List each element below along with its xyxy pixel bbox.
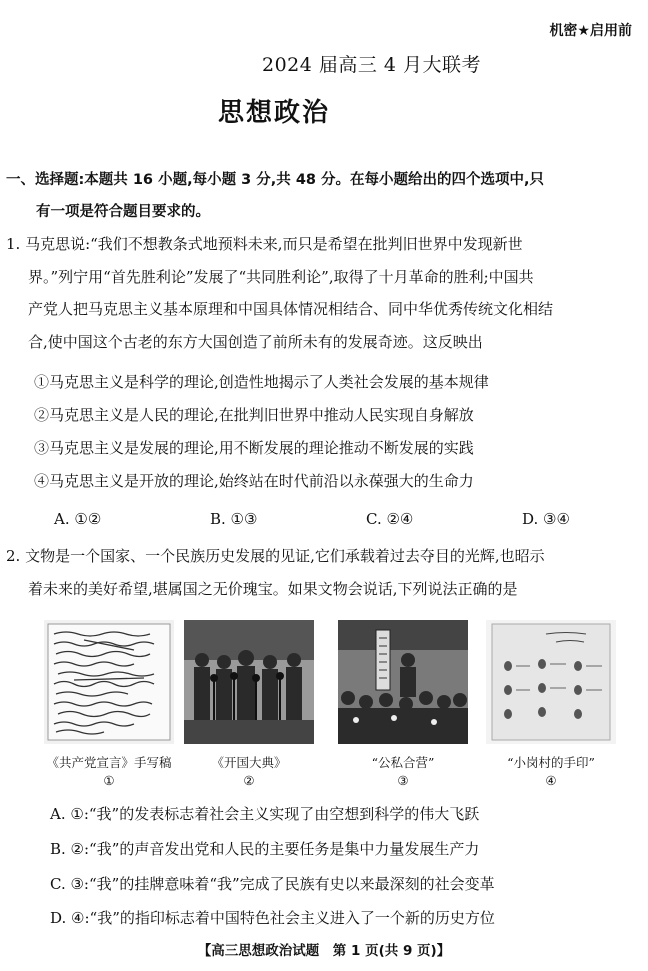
q1-item-2: ②马克思主义是人民的理论,在批判旧世界中推动人民实现自身解放	[34, 406, 474, 424]
q1-line-4: 合,使中国这个古老的东方大国创造了前所未有的发展奇迹。这反映出	[28, 332, 483, 351]
image-2-caption-text: 《开国大典》	[211, 755, 287, 770]
image-4-number: ④	[545, 773, 557, 788]
q1-options	[54, 510, 614, 528]
image-1-caption	[29, 754, 189, 790]
q2-option-b[interactable]: B. ②:“我”的声音发出党和人民的主要任务是集中力量发展生产力	[50, 840, 480, 858]
image-2-number: ②	[243, 773, 255, 788]
q1-line-2: 界。”列宁用“首先胜利论”发展了“共同胜利论”,取得了十月革命的胜利;中国共	[28, 267, 534, 286]
subject-title: 思想政治	[218, 98, 331, 128]
image-2-caption	[169, 754, 329, 790]
image-1-caption-text: 《共产党宣言》手写稿	[46, 755, 172, 770]
question-1-stem	[6, 228, 640, 358]
q2-option-a[interactable]: A. ①:“我”的发表标志着社会主义实现了由空想到科学的伟大飞跃	[50, 805, 480, 823]
q2-option-d[interactable]: D. ④:“我”的指印标志着中国特色社会主义进入了一个新的历史方位	[50, 909, 495, 927]
q1-line-3: 产党人把马克思主义基本原理和中国具体情况相结合、同中华优秀传统文化相结	[28, 300, 554, 318]
confidential-label: 机密★启用前	[549, 23, 632, 39]
image-3-caption	[323, 754, 483, 790]
q1-line-1: 1. 马克思说:“我们不想教条式地预料未来,而只是希望在批判旧世界中发现新世	[6, 235, 523, 253]
q1-item-1: ①马克思主义是科学的理论,创造性地揭示了人类社会发展的基本规律	[34, 373, 489, 391]
q1-option-a[interactable]: A. ①②	[54, 510, 102, 528]
manuscript-photo	[44, 620, 174, 744]
founding-ceremony-photo	[184, 620, 314, 744]
q1-option-c[interactable]: C. ②④	[366, 510, 414, 528]
image-1-number: ①	[103, 773, 115, 788]
q1-option-b[interactable]: B. ①③	[210, 510, 258, 528]
page-footer: 【高三思想政治试题 第 1 页(共 9 页)】	[197, 943, 451, 959]
image-3-caption-text: “公私合营”	[371, 755, 435, 770]
question-2-stem	[6, 540, 640, 605]
q2-option-c[interactable]: C. ③:“我”的挂牌意味着“我”完成了民族有史以来最深刻的社会变革	[50, 875, 495, 893]
public-private-partnership-photo	[338, 620, 468, 744]
exam-title: 2024 届高三 4 月大联考	[262, 54, 482, 76]
q1-option-d[interactable]: D. ③④	[522, 510, 570, 528]
section-instructions	[6, 164, 640, 228]
xiaogang-fingerprint-document-photo	[486, 620, 616, 744]
q1-item-3: ③马克思主义是发展的理论,用不断发展的理论推动不断发展的实践	[34, 439, 474, 457]
image-4-caption	[471, 754, 631, 790]
q1-item-4: ④马克思主义是开放的理论,始终站在时代前沿以永葆强大的生命力	[34, 472, 474, 490]
section-line-2: 有一项是符合题目要求的。	[36, 204, 210, 220]
image-3-number: ③	[397, 773, 409, 788]
q2-line-2: 着未来的美好希望,堪属国之无价瑰宝。如果文物会说话,下列说法正确的是	[28, 579, 518, 598]
image-4-caption-text: “小岗村的手印”	[507, 755, 595, 770]
q2-line-1: 2. 文物是一个国家、一个民族历史发展的见证,它们承载着过去夺目的光辉,也昭示	[6, 547, 545, 565]
section-line-1: 一、选择题:本题共 16 小题,每小题 3 分,共 48 分。在每小题给出的四个选项中,只	[6, 172, 545, 188]
